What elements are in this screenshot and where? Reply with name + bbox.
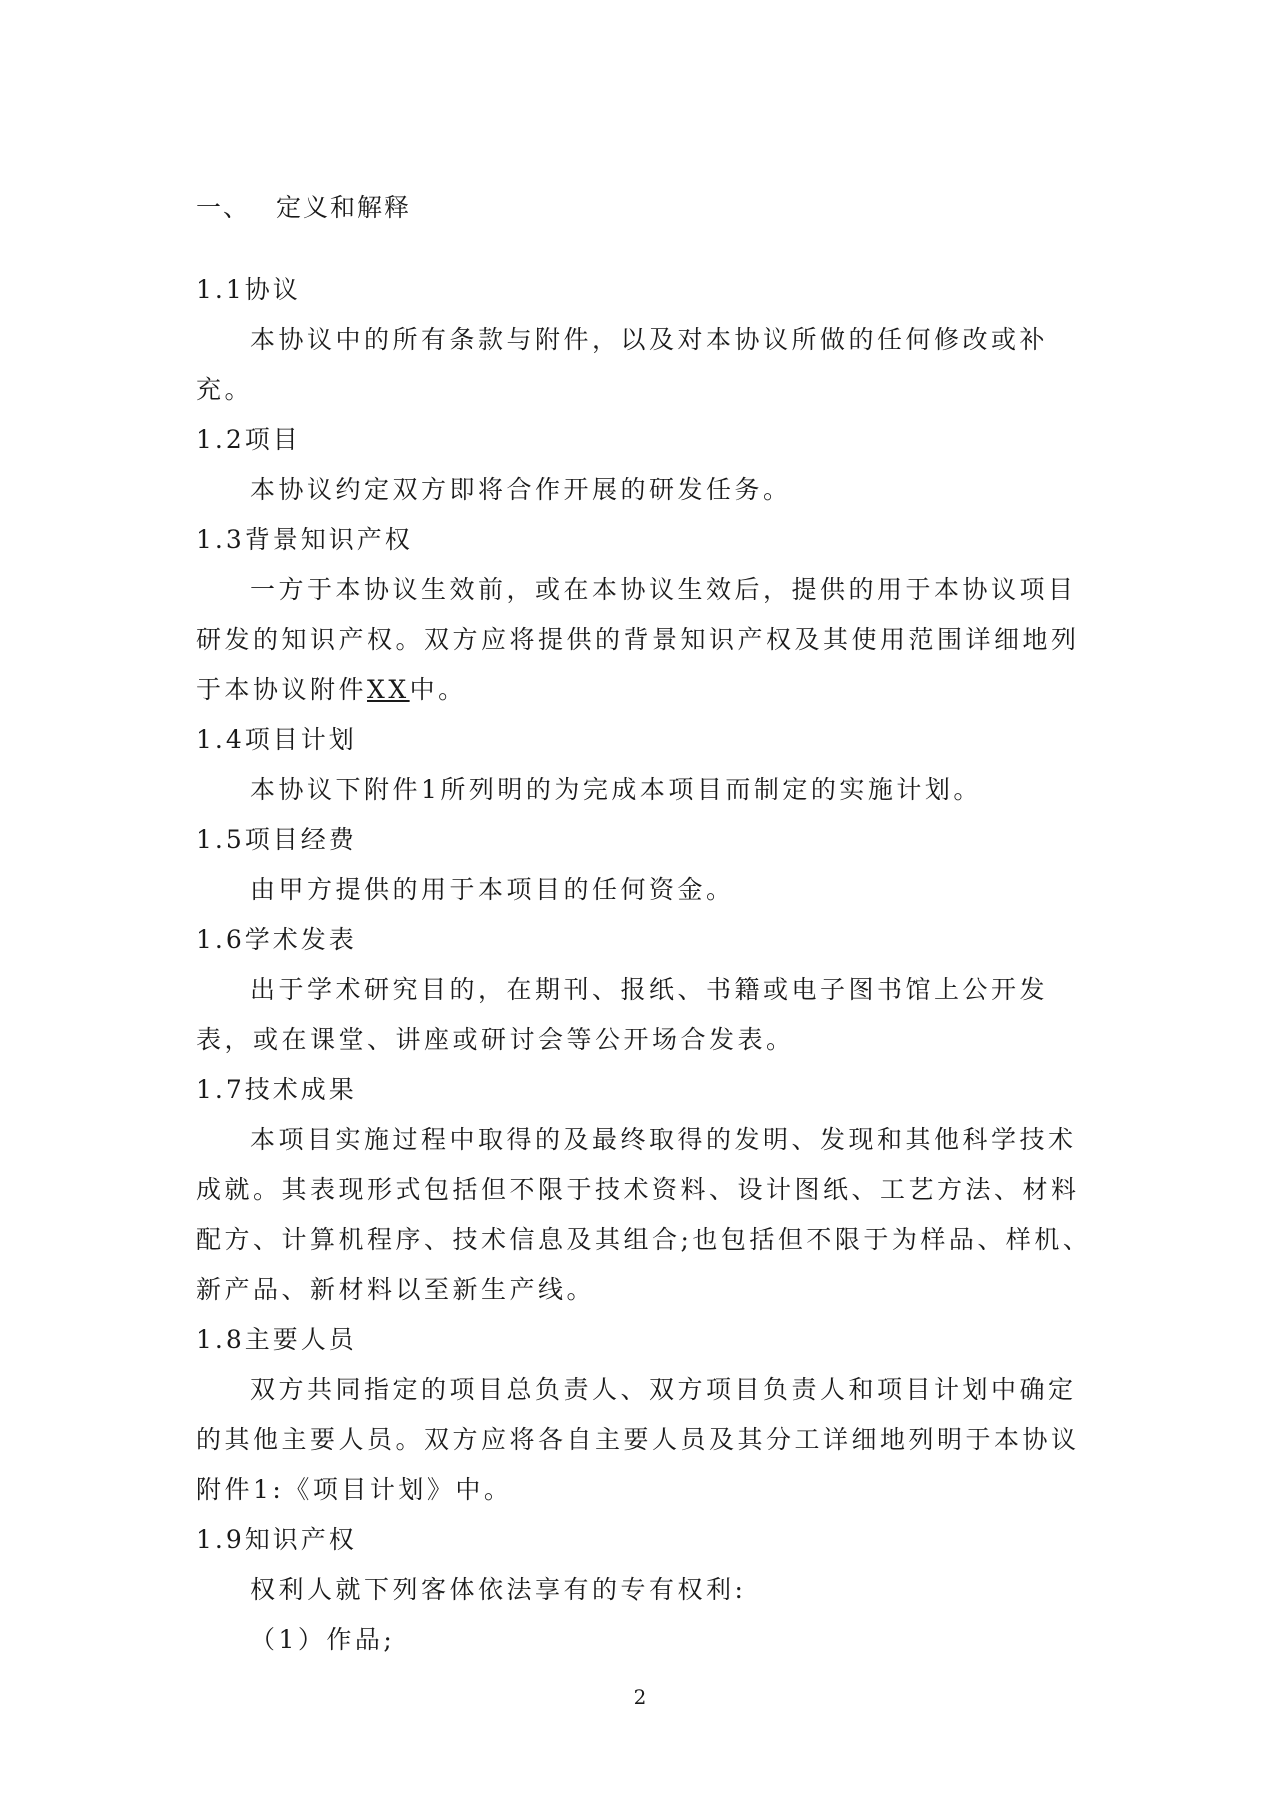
clause-heading-1-5: 1.5项目经费 <box>196 825 357 854</box>
clause-heading-1-7: 1.7技术成果 <box>196 1075 357 1104</box>
clause-heading-1-2: 1.2项目 <box>196 425 301 454</box>
clause-heading-1-3: 1.3背景知识产权 <box>196 525 413 554</box>
annex-placeholder: XX <box>367 675 410 704</box>
section-heading <box>196 188 411 224</box>
clause-text-1-4: 本协议下附件1所列明的为完成本项目而制定的实施计划。 <box>250 775 982 804</box>
clause-text-1-8: 双方共同指定的项目总负责人、双方项目负责人和项目计划中确定的其他主要人员。双方应将各自主要人员及其分工详细地列明于本协议附件1:《项目计划》中。 <box>196 1375 1080 1504</box>
clause-text-1-2: 本协议约定双方即将合作开展的研发任务。 <box>250 475 792 504</box>
clause-heading-1-6: 1.6学术发表 <box>196 925 357 954</box>
clause-text-1-3-main: 一方于本协议生效前，或在本协议生效后，提供的用于本协议项目研发的知识产权。双方应将提供的背景知识产权及其使用范围详细地列于本协议附件 <box>196 575 1080 704</box>
definitions-list <box>196 265 1096 1665</box>
clause-text-1-7: 本项目实施过程中取得的及最终取得的发明、发现和其他科学技术成就。其表现形式包括但不限于技术资料、设计图纸、工艺方法、材料配方、计算机程序、技术信息及其组合;也包括但不限于为样品、样机、新产品、新材料以至新生产线。 <box>196 1125 1092 1304</box>
clause-heading-1-9: 1.9知识产权 <box>196 1525 357 1554</box>
clause-text-1-5: 由甲方提供的用于本项目的任何资金。 <box>250 875 735 904</box>
clause-text-1-1: 本协议中的所有条款与附件，以及对本协议所做的任何修改或补充。 <box>196 325 1049 404</box>
clause-heading-1-8: 1.8主要人员 <box>196 1325 357 1354</box>
section-title: 定义和解释 <box>276 193 412 222</box>
clause-heading-1-4: 1.4项目计划 <box>196 725 357 754</box>
clause-text-1-3 <box>196 565 1096 715</box>
clause-text-1-3-tail: 中。 <box>409 675 467 704</box>
page-number: 2 <box>633 1685 647 1709</box>
clause-text-1-6: 出于学术研究目的，在期刊、报纸、书籍或电子图书馆上公开发表，或在课堂、讲座或研讨会等公开场合发表。 <box>196 975 1049 1054</box>
clause-subitem-1: （1）作品; <box>250 1625 396 1654</box>
section-number: 一、 <box>196 193 251 222</box>
clause-heading-1-1: 1.1协议 <box>196 275 301 304</box>
clause-text-1-9: 权利人就下列客体依法享有的专有权利: <box>250 1575 747 1604</box>
